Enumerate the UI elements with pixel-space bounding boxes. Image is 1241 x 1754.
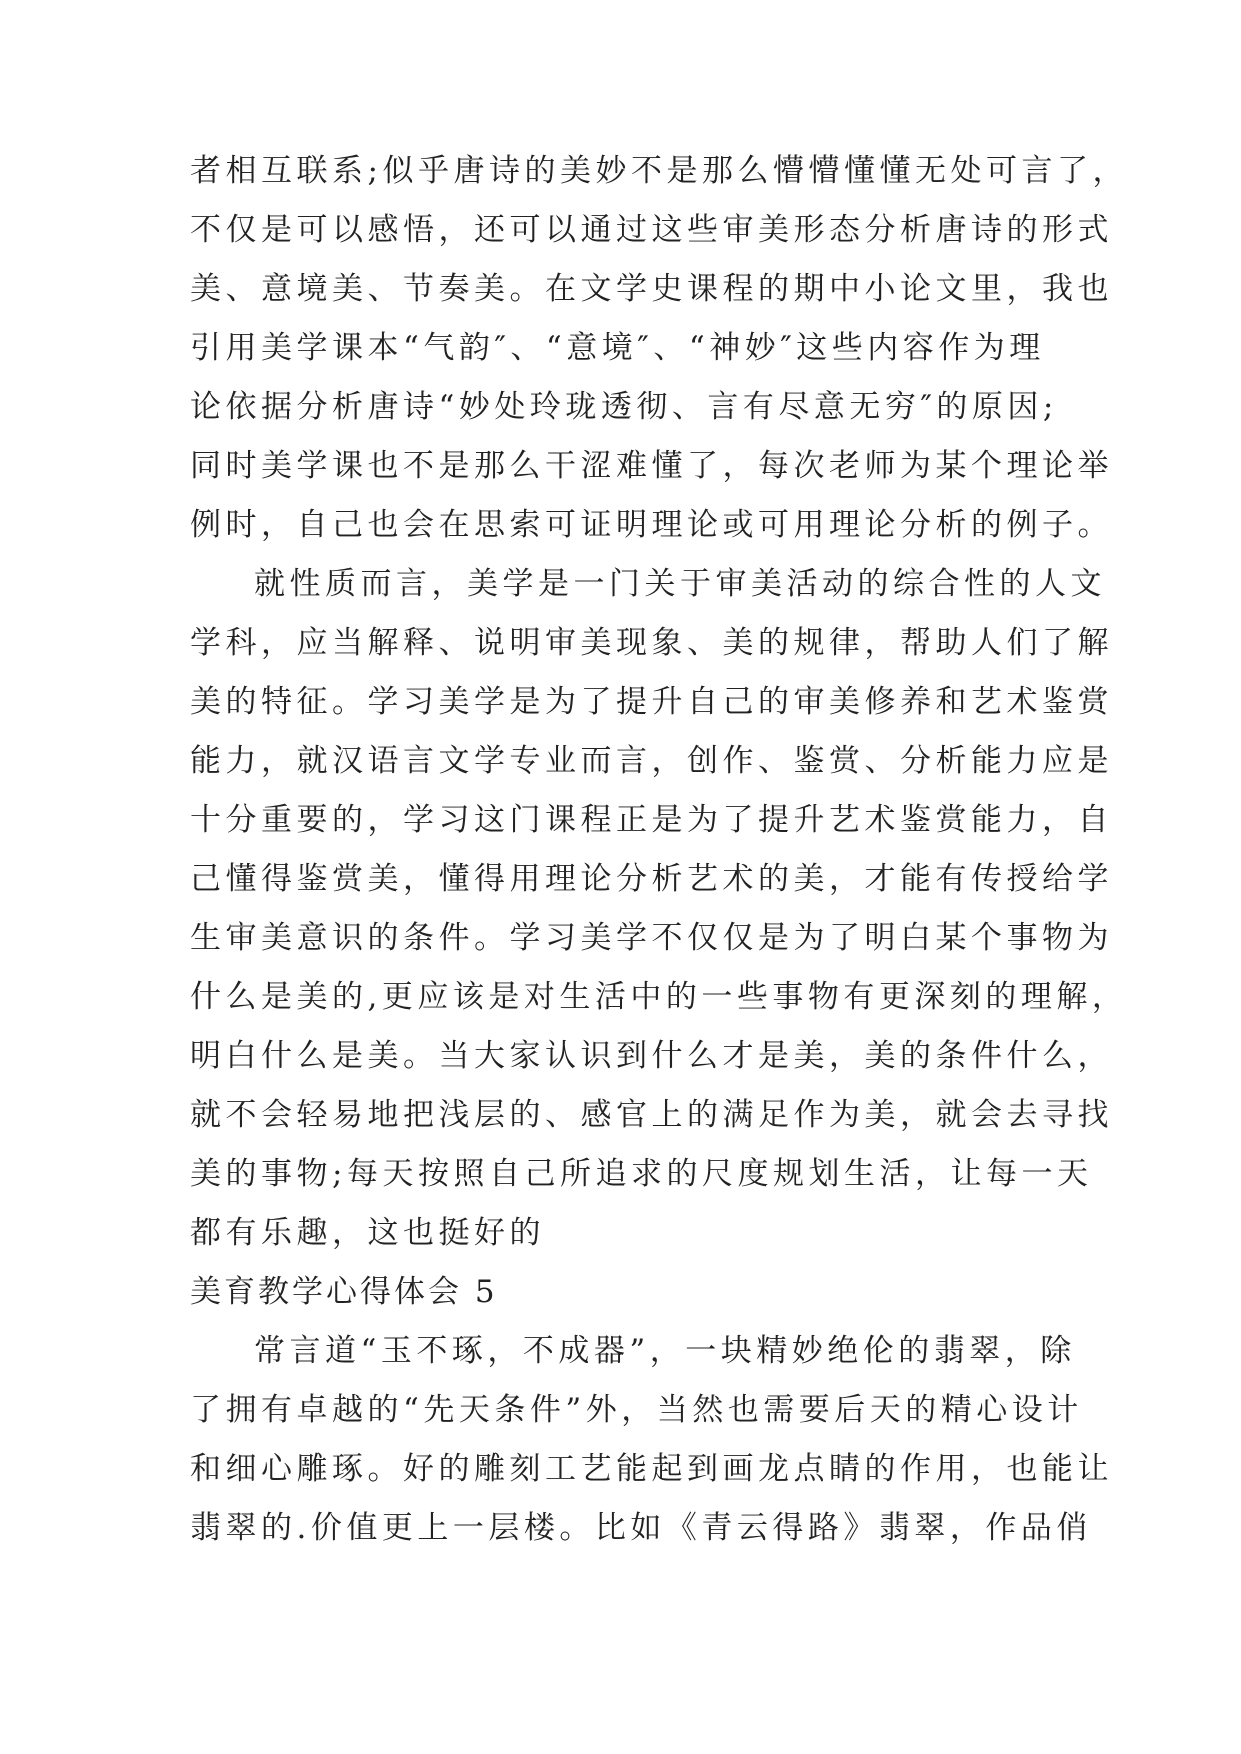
section-heading: 美育教学心得体会 5 <box>190 1274 498 1310</box>
body-text-line: 美的特征。学习美学是为了提升自己的审美修养和艺术鉴赏 <box>190 684 1113 720</box>
body-text-line: 例时，自己也会在思索可证明理论或可用理论分析的例子。 <box>190 507 1113 543</box>
body-text-line: 引用美学课本“气韵″、“意境″、“神妙″这些内容作为理 <box>190 330 1045 366</box>
body-text-line: 什么是美的,更应该是对生活中的一些事物有更深刻的理解， <box>190 979 1128 1015</box>
paragraph-first-line: 就性质而言，美学是一门关于审美活动的综合性的人文 <box>254 566 1106 602</box>
body-text-line: 能力，就汉语言文学专业而言，创作、鉴赏、分析能力应是 <box>190 743 1113 779</box>
body-text-line: 不仅是可以感悟，还可以通过这些审美形态分析唐诗的形式 <box>190 212 1113 248</box>
body-text-line: 同时美学课也不是那么干涩难懂了，每次老师为某个理论举 <box>190 448 1113 484</box>
body-text-line: 论依据分析唐诗“妙处玲珑透彻、言有尽意无穷″的原因; <box>190 389 1058 425</box>
body-text-line: 学科，应当解释、说明审美现象、美的规律，帮助人们了解 <box>190 625 1113 661</box>
body-text-line: 翡翠的.价值更上一层楼。比如《青云得路》翡翠，作品俏 <box>190 1510 1092 1546</box>
body-text-line: 美的事物;每天按照自己所追求的尺度规划生活，让每一天 <box>190 1156 1093 1192</box>
body-text-line: 和细心雕琢。好的雕刻工艺能起到画龙点睛的作用，也能让 <box>190 1451 1113 1487</box>
body-text-line: 十分重要的，学习这门课程正是为了提升艺术鉴赏能力，自 <box>190 802 1113 838</box>
document-body <box>190 142 1128 1558</box>
body-text-line: 明白什么是美。当大家认识到什么才是美，美的条件什么， <box>190 1038 1113 1074</box>
body-text-line: 了拥有卓越的“先天条件”外，当然也需要后天的精心设计 <box>190 1392 1083 1428</box>
body-text-line: 生审美意识的条件。学习美学不仅仅是为了明白某个事物为 <box>190 920 1113 956</box>
body-text-line: 者相互联系;似乎唐诗的美妙不是那么懵懵懂懂无处可言了， <box>190 153 1128 189</box>
paragraph-first-line: 常言道“玉不琢，不成器”，一块精妙绝伦的翡翠，除 <box>254 1333 1076 1369</box>
body-text-line: 就不会轻易地把浅层的、感官上的满足作为美，就会去寻找 <box>190 1097 1113 1133</box>
body-text-line: 美、意境美、节奏美。在文学史课程的期中小论文里，我也 <box>190 271 1113 307</box>
body-text-line: 己懂得鉴赏美，懂得用理论分析艺术的美，才能有传授给学 <box>190 861 1113 897</box>
body-text-line: 都有乐趣，这也挺好的 <box>190 1215 545 1251</box>
